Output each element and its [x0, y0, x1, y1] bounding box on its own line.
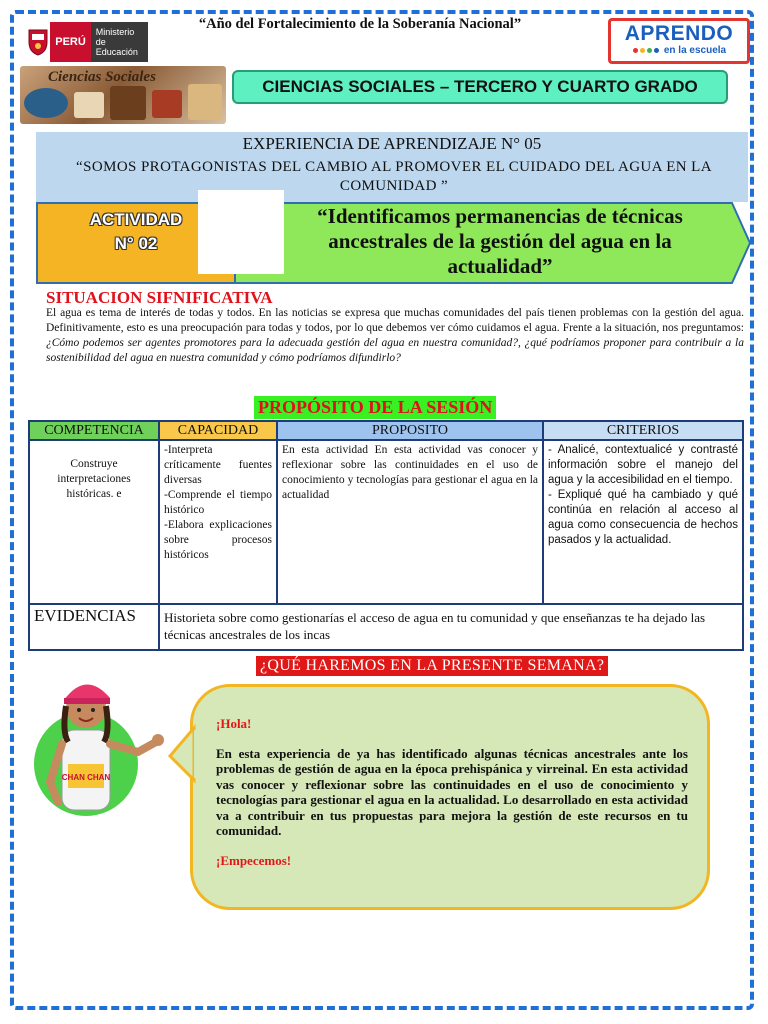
- bubble-body: En esta experiencia de ya has identificado algunas técnicas ancestrales ante los problemas de gestión de agua en la época prehispánica y virreinal. En esta actividad vas conocer y reflexionar sobre las continuidades en el uso de conocimiento y tecnologías para gestionar el agua en la actualidad. Lo desarrollado en esta actividad va a contribuir en tus propuestas para mejora la gestión de este recursos en tu comunidad.: [216, 745, 688, 838]
- header-competencia: COMPETENCIA: [29, 421, 159, 440]
- shirt-text: CHAN CHAN: [61, 773, 111, 782]
- experience-title: EXPERIENCIA DE APRENDIZAJE N° 05: [242, 134, 542, 153]
- ministry-name: Ministerio de Educación: [91, 22, 148, 62]
- speech-bubble-tail: [168, 724, 208, 784]
- blank-patch: [342, 104, 746, 132]
- experience-subtitle: “SOMOS PROTAGONISTAS DEL CAMBIO AL PROMOVER EL CUIDADO DEL AGUA EN LA COMUNIDAD ”: [76, 159, 712, 194]
- ministry-country: PERÚ: [50, 22, 91, 62]
- situation-title: SITUACION SIFNIFICATIVA: [46, 288, 273, 307]
- header-criterios: CRITERIOS: [543, 421, 743, 440]
- evidencias-text: Historieta sobre como gestionarías el acceso de agua en tu comunidad y que enseñanzas te ha dejado las técnicas ancestrales de los incas: [159, 604, 743, 650]
- closing: ¡Empecemos!: [216, 852, 292, 868]
- header-capacidad: CAPACIDAD: [159, 421, 277, 440]
- table-header-row: [29, 421, 743, 440]
- proposito-cell: En esta actividad En esta actividad vas conocer y reflexionar sobre las continuidades en el uso de conocimiento y tecnologías para gestionar el agua en la actualidad: [277, 440, 543, 604]
- ciencias-sociales-image: [20, 66, 226, 124]
- color-dots-icon: [632, 45, 660, 57]
- situation-text: El agua es tema de interés de todas y todos. En las noticias se expresa que muchas comunidades del país tienen problemas con la gestión del agua. Definitivamente, esto es una preocupación para todas y todos, por lo que debemos ver cómo cuidamos el agua. Frente a la situación, nos preguntamos: ¿Cómo podemos ser agentes promotores para la adecuada gestión del agua en nuestra comunidad?, ¿qué podríamos proponer para contribuir a la sostenibilidad del agua en nuestra comunidad y cómo podríamos difundirlo?: [46, 307, 744, 364]
- evidencias-label: EVIDENCIAS: [29, 604, 159, 650]
- grade-title-bar: CIENCIAS SOCIALES – TERCERO Y CUARTO GRADO: [232, 70, 728, 104]
- week-title: ¿QUÉ HAREMOS EN LA PRESENTE SEMANA?: [256, 656, 608, 676]
- aprendo-title: APRENDO: [624, 22, 734, 45]
- girl-illustration: [28, 672, 168, 822]
- header-proposito: PROPOSITO: [277, 421, 543, 440]
- capacidad-cell: -Interpreta críticamente fuentes diversas -Comprende el tiempo histórico -Elabora explicaciones sobre procesos históricos: [159, 440, 277, 604]
- activity-label: ACTIVIDAD N° 02: [89, 210, 183, 253]
- competencia-cell: Construye interpretaciones históricas. e: [29, 440, 159, 604]
- image-label: Ciencias Sociales: [48, 69, 156, 85]
- table-row: [29, 440, 743, 604]
- aprendo-logo: [608, 18, 750, 64]
- evidencias-row: [29, 604, 743, 650]
- criterios-cell: - Analicé, contextualicé y contrasté información sobre el manejo del agua y la accesibilidad en el tiempo. - Expliqué qué ha cambiado y qué continúa en relación al acceso al agua como consecuencia de hechos pasados y la actualidad.: [543, 440, 743, 604]
- speech-bubble-text: [216, 716, 688, 868]
- ministry-logo: [26, 22, 148, 62]
- year-title: “Año del Fortalecimiento de la Soberanía Nacional”: [198, 16, 522, 32]
- peru-shield-icon: [26, 22, 50, 62]
- purpose-title: PROPÓSITO DE LA SESIÓN: [254, 396, 496, 419]
- activity-title: “Identificamos permanencias de técnicas ancestrales de la gestión del agua en la actualidad”: [317, 204, 683, 278]
- blank-patch: [198, 190, 284, 274]
- aprendo-subtitle: en la escuela: [611, 45, 747, 57]
- greeting: ¡Hola!: [216, 716, 252, 731]
- purpose-table: [28, 420, 744, 651]
